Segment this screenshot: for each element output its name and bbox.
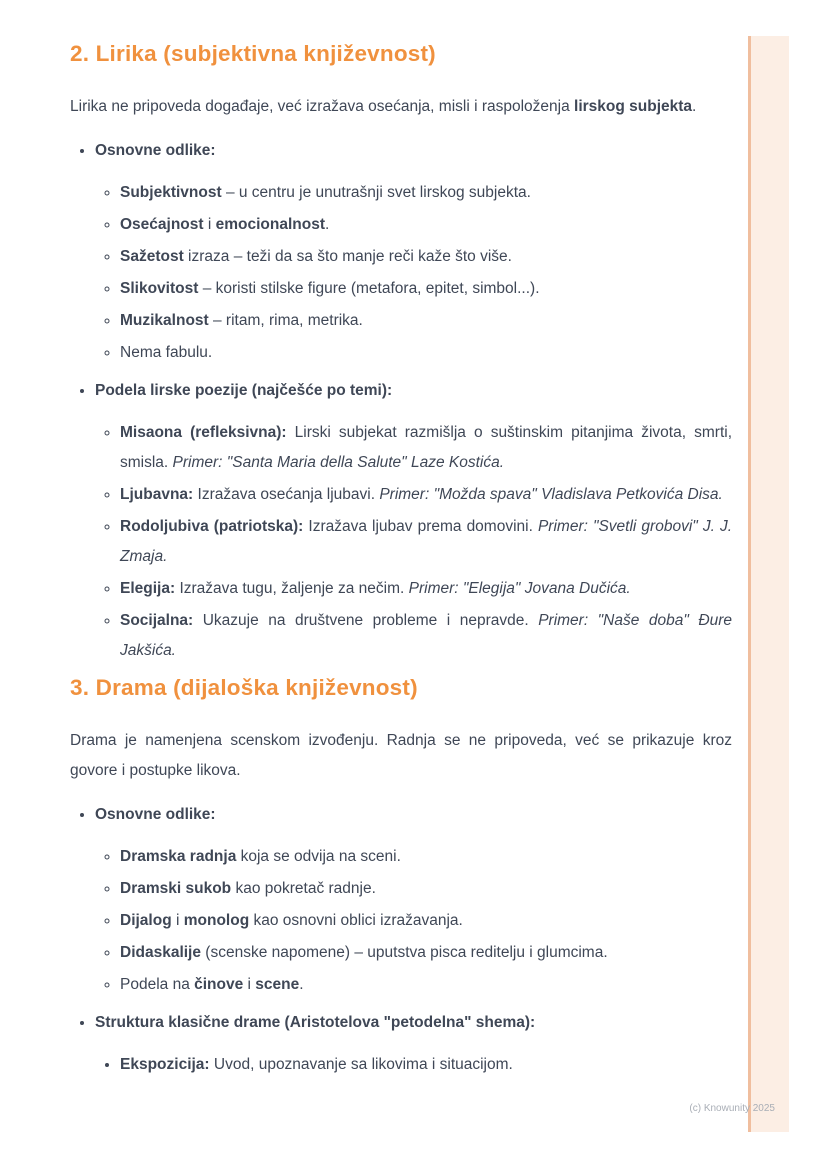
drama-struktura-list: [70, 1050, 732, 1080]
term: Ljubavna:: [120, 486, 194, 503]
bullet-label-osnovne-odlike-lirika: • Osnovne odlike:: [95, 136, 732, 166]
item-text: i: [171, 912, 184, 929]
term: Muzikalnost: [120, 312, 209, 329]
list-item-nema-fabulu: [120, 338, 732, 368]
term: činove: [194, 976, 244, 993]
list-item-slikovitost: [120, 274, 732, 304]
item-text: i: [243, 976, 256, 993]
item-text: – u centru je unutrašnji svet lirskog subjekta.: [221, 184, 531, 201]
term: Sažetost: [120, 248, 184, 265]
drama-odlike-label-list: [70, 800, 732, 830]
list-item-socijalna: [120, 606, 732, 666]
item-text: – ritam, rima, metrika.: [208, 312, 363, 329]
item-text: koja se odvija na sceni.: [236, 848, 401, 865]
term: scene: [255, 976, 300, 993]
lirika-intro-paragraph: [70, 92, 732, 122]
lirika-odlike-label-list: [70, 136, 732, 166]
bullet-label-osnovne-odlike-drama: • Osnovne odlike:: [95, 800, 732, 830]
term: Osećajnost: [120, 216, 204, 233]
item-text: .: [299, 976, 304, 993]
term: emocionalnost: [215, 216, 326, 233]
term: Dramski sukob: [120, 880, 232, 897]
item-text: i: [203, 216, 216, 233]
list-item-ljubavna: [120, 480, 732, 510]
term: Socijalna:: [120, 612, 194, 629]
list-item-elegija: [120, 574, 732, 604]
document-page-content: [70, 40, 732, 1088]
list-item-subjektivnost: [120, 178, 732, 208]
list-item-sazetost: [120, 242, 732, 272]
item-text: Podela na: [120, 976, 195, 993]
example-text: Primer: "Svetli grobovi" J. J. Zmaja.: [120, 518, 732, 565]
example-text: Primer: "Elegija" Jovana Dučića.: [408, 580, 631, 597]
item-text: kao pokretač radnje.: [231, 880, 376, 897]
item-text: – koristi stilske figure (metafora, epitet, simbol...).: [198, 280, 540, 297]
item-text: Izražava osećanja ljubavi.: [193, 486, 380, 503]
item-text: Nema fabulu.: [120, 344, 213, 361]
list-item-muzikalnost: [120, 306, 732, 336]
intro-text: Drama je namenjena scenskom izvođenju. Radnja se ne pripoveda, već se prikazuje kroz govore i postupke likova.: [70, 732, 732, 779]
intro-bold-term: lirskog subjekta: [574, 98, 693, 115]
term: Elegija:: [120, 580, 176, 597]
list-item-didaskalije: [120, 938, 732, 968]
item-text: kao osnovni oblici izražavanja.: [249, 912, 463, 929]
bullet-label-struktura-klasicne-drame: • Struktura klasične drame (Aristotelova "petodelna" shema):: [95, 1008, 732, 1038]
term: Didaskalije: [120, 944, 201, 961]
term: Ekspozicija:: [120, 1056, 210, 1073]
term: Misaona (refleksivna):: [120, 424, 287, 441]
item-text: izraza – teži da sa što manje reči kaže što više.: [183, 248, 512, 265]
list-item-ekspozicija: [120, 1050, 732, 1080]
item-text: (scenske napomene) – uputstva pisca reditelju i glumcima.: [201, 944, 608, 961]
list-item-podela-cinovi-scene: [120, 970, 732, 1000]
section-heading-drama: 3. Drama (dijaloška književnost): [70, 675, 418, 700]
list-item-osecajnost: [120, 210, 732, 240]
copyright-watermark: (c) Knowunity 2025: [689, 1103, 775, 1114]
lirika-podela-list: [70, 418, 732, 666]
term: Dijalog: [120, 912, 172, 929]
lirika-odlike-list: [70, 178, 732, 368]
section-heading-lirika: 2. Lirika (subjektivna književnost): [70, 41, 436, 66]
item-text: Izražava tugu, žaljenje za nečim.: [175, 580, 409, 597]
term: Subjektivnost: [120, 184, 222, 201]
list-item-rodoljubiva: [120, 512, 732, 572]
item-text: Ukazuje na društvene probleme i nepravde.: [193, 612, 539, 629]
intro-text-end: .: [692, 98, 697, 115]
term: Dramska radnja: [120, 848, 237, 865]
list-item-dijalog-monolog: [120, 906, 732, 936]
term: Slikovitost: [120, 280, 199, 297]
term: monolog: [183, 912, 250, 929]
item-text: Lirski subjekat razmišlja o suštinskim pitanjima života, smrti, smisla.: [120, 424, 732, 471]
lirika-podela-label-list: [70, 376, 732, 406]
drama-struktura-label-list: [70, 1008, 732, 1038]
example-text: Primer: "Naše doba" Đure Jakšića.: [120, 612, 732, 659]
example-text: Primer: "Možda spava" Vladislava Petkovića Disa.: [379, 486, 723, 503]
item-text: Izražava ljubav prema domovini.: [303, 518, 538, 535]
example-text: Primer: "Santa Maria della Salute" Laze Kostića.: [172, 454, 505, 471]
intro-text: Lirika ne pripoveda događaje, već izražava osećanja, misli i raspoloženja: [70, 98, 575, 115]
page-edge-accent-bar: [748, 36, 789, 1132]
drama-odlike-list: [70, 842, 732, 1000]
term: Rodoljubiva (patriotska):: [120, 518, 304, 535]
list-item-misaona: [120, 418, 732, 478]
list-item-dramski-sukob: [120, 874, 732, 904]
item-text: .: [325, 216, 330, 233]
item-text: Uvod, upoznavanje sa likovima i situacijom.: [209, 1056, 513, 1073]
drama-intro-paragraph: [70, 726, 732, 786]
list-item-dramska-radnja: [120, 842, 732, 872]
bullet-label-podela-lirske-poezije: • Podela lirske poezije (najčešće po temi):: [95, 376, 732, 406]
